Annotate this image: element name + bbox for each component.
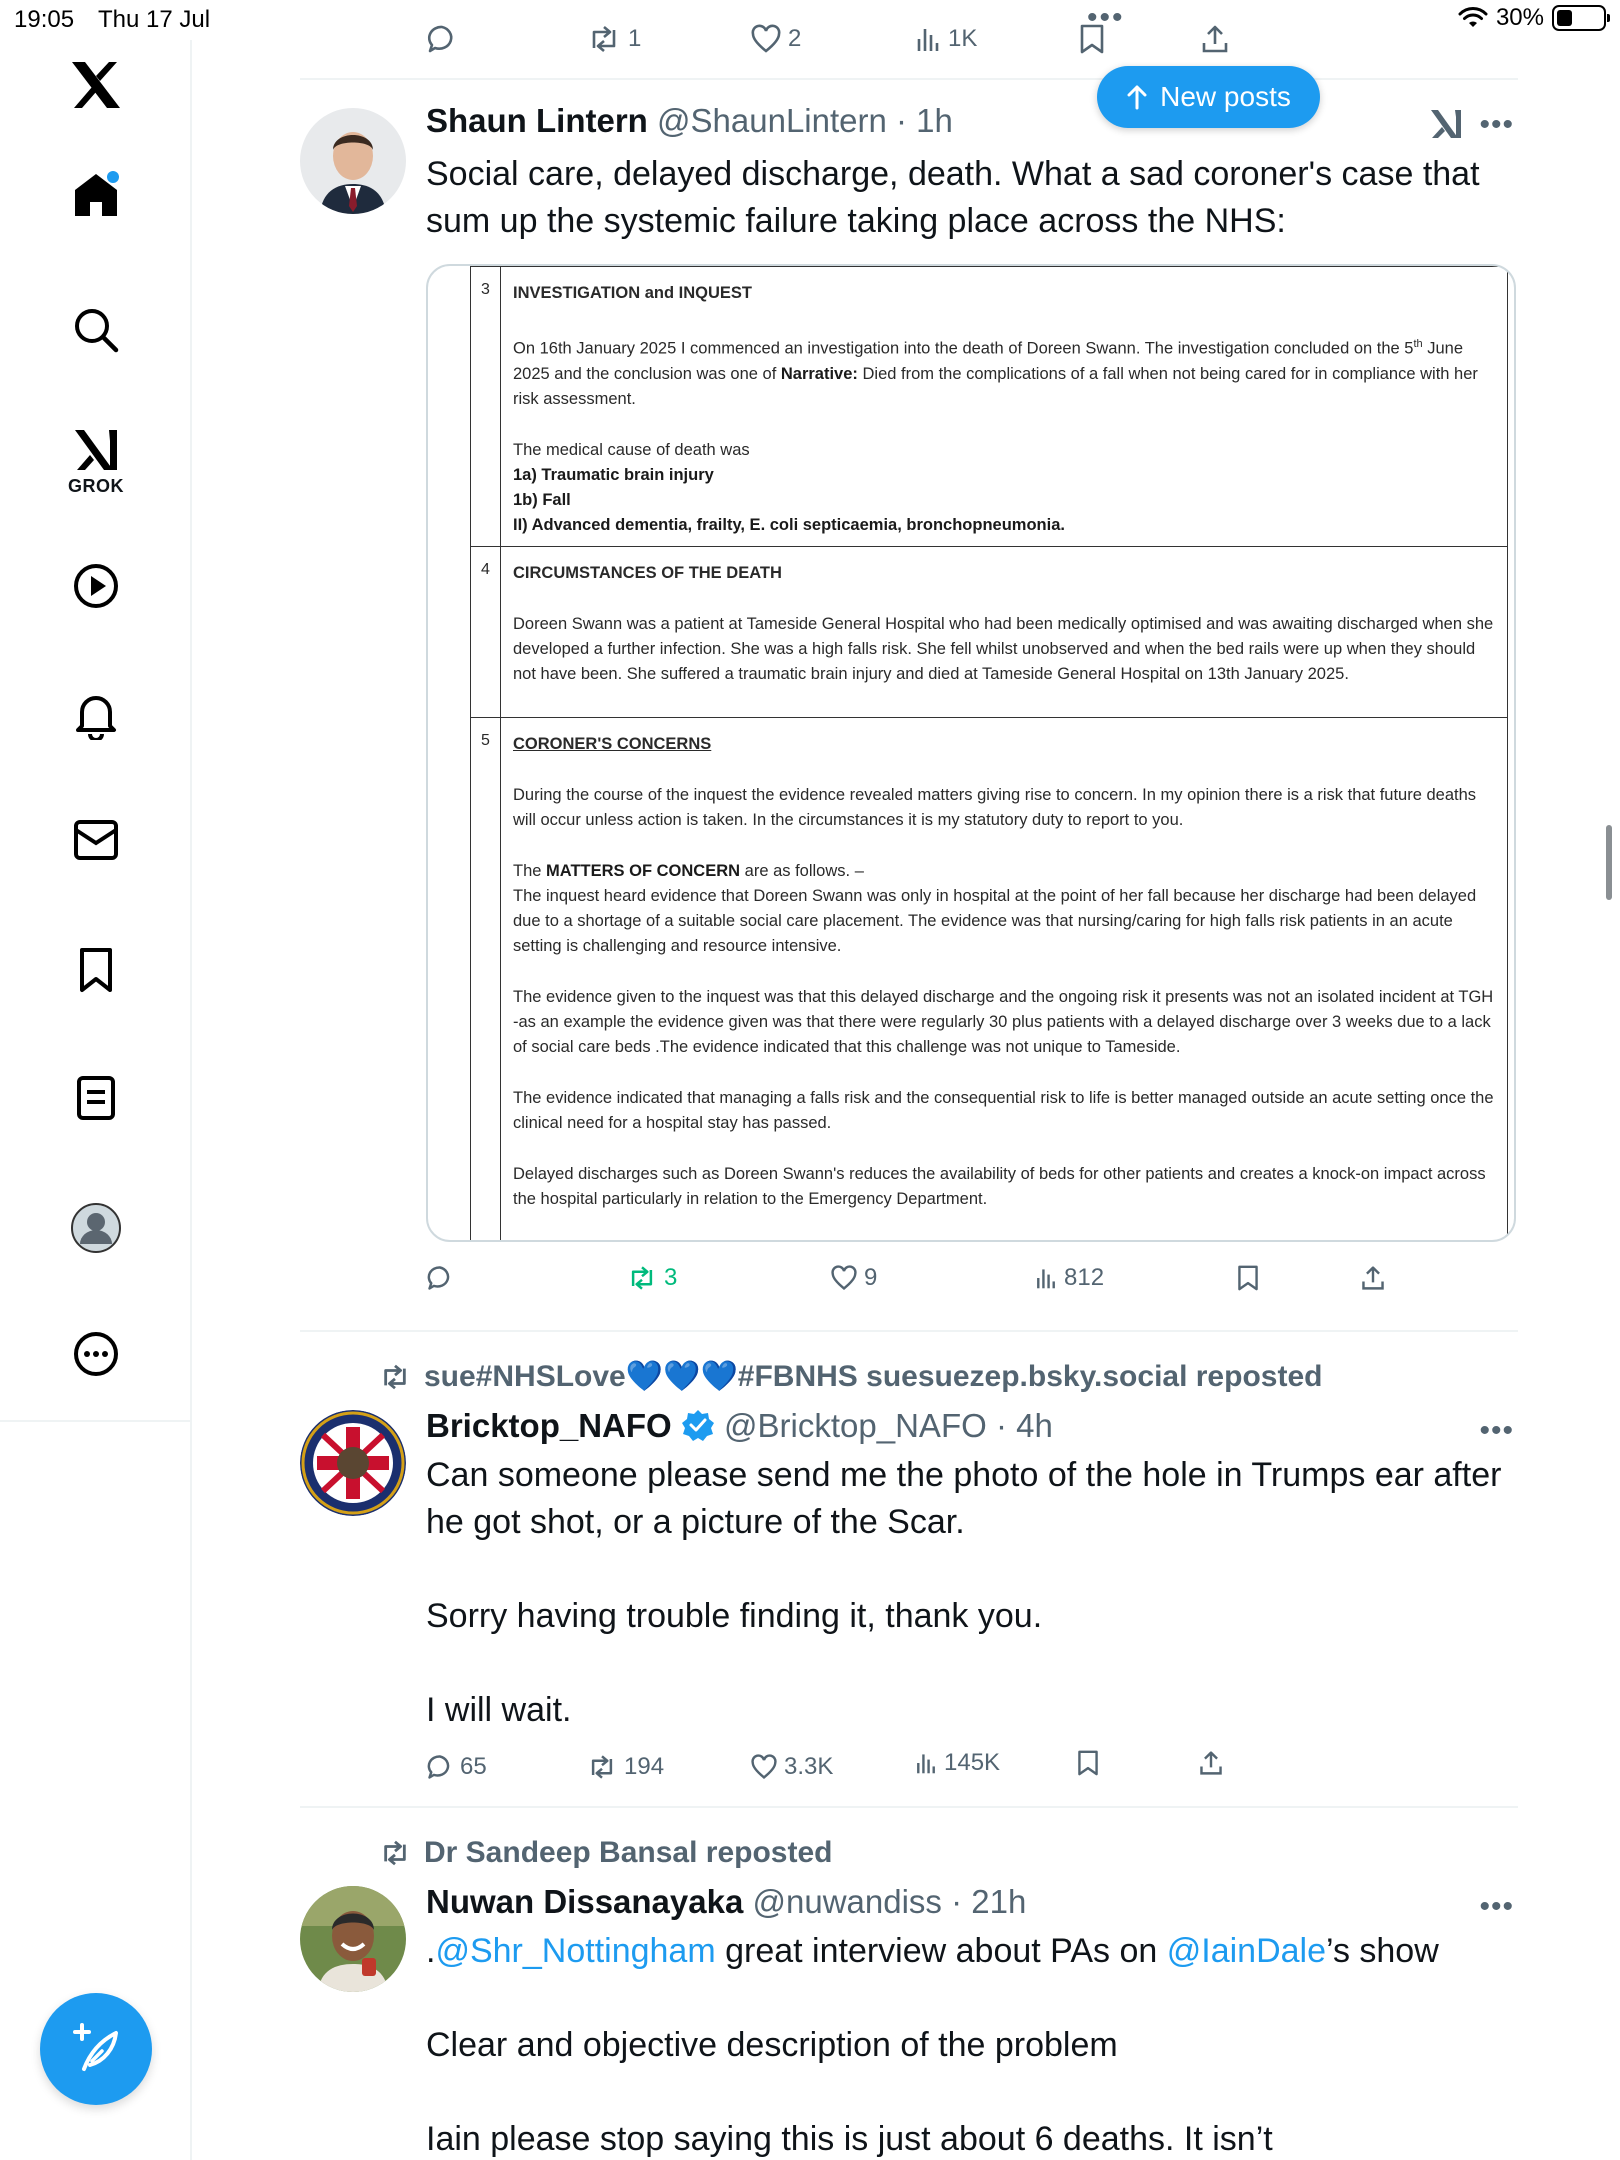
post-paragraph: Sorry having trouble finding it, thank you.: [426, 1597, 1043, 1635]
list-icon: [75, 1074, 117, 1122]
doc-cause-1b: 1b) Fall: [513, 490, 571, 509]
reply-button[interactable]: [426, 14, 458, 64]
doc-paragraph: During the course of the inquest the evidence revealed matters giving rise to concern. In my opinion there is a risk that future deaths will occur unless action is taken. In the circumstances it is my statutory duty to report to you.: [513, 786, 1477, 829]
more-options-button[interactable]: •••: [1479, 1414, 1514, 1447]
doc-section-4: 4 CIRCUMSTANCES OF THE DEATH Doreen Swann was a patient at Tameside General Hospital who had been medically optimised and was awaiting discharged when she developed a further infection. She was a high falls risk. She fell whilst unobserved and when the bed rails were up when they should not have been. She suffered a traumatic brain injury and died at Tameside General Hospital on 13th January 2025.: [470, 547, 1508, 718]
post-paragraph: [426, 1546, 1516, 1593]
author-handle[interactable]: @ShaunLintern · 1h: [657, 102, 953, 139]
post-header: [426, 1407, 1053, 1445]
battery-percent: 30%: [1495, 4, 1544, 31]
sidebar-item-lists[interactable]: [0, 1074, 192, 1122]
status-date: Thu 17 Jul: [98, 6, 211, 33]
sidebar-item-home[interactable]: [0, 170, 192, 220]
repost-count: 194: [624, 1753, 665, 1780]
post-actions: [300, 1742, 1518, 1792]
mention-link[interactable]: @Shr_Nottingham: [435, 1932, 716, 1970]
doc-section-3: 3 INVESTIGATION and INQUEST On 16th January 2025 I commenced an investigation into the death of Doreen Swann. The investigation concluded on the 5th June 2025 and the conclusion was one of Narrative: Died from the complications of a fall when not being cared for in compliance with her risk assessment. The medical cause of death was 1a) Traumatic brain injury 1b) Fall II) Advanced dementia, frailty, E. coli septicaemia, bronchopneumonia.: [470, 266, 1508, 547]
play-icon: [72, 562, 120, 610]
separator: [300, 78, 1518, 80]
share-icon: [1200, 23, 1230, 55]
arrow-up-icon: [1126, 84, 1148, 110]
post-header: [426, 1883, 1026, 1921]
new-posts-button[interactable]: [1097, 66, 1320, 128]
share-button[interactable]: [1200, 14, 1230, 64]
separator: [300, 1330, 1518, 1332]
prev-post-actions: [300, 14, 1518, 64]
repost-count: 1: [628, 25, 642, 52]
x-logo[interactable]: [0, 60, 192, 110]
avatar-image: [300, 1886, 406, 1992]
doc-cause-2: II) Advanced dementia, frailty, E. coli septicaemia, bronchopneumonia.: [513, 515, 1065, 534]
doc-paragraph: The inquest heard evidence that Doreen Swann was only in hospital at the point of her fall because her discharge had been delayed due to a shortage of a suitable social care placement. The evidence was that nursing/caring for high falls risk patients in an acute setting is challenging and resource intensive.: [513, 887, 1477, 955]
author-handle[interactable]: @nuwandiss · 21h: [752, 1883, 1027, 1920]
reply-icon: [426, 23, 458, 55]
avatar[interactable]: [300, 1410, 406, 1516]
grok-icon: [71, 426, 121, 474]
avatar-image: [300, 1410, 406, 1516]
more-options-button[interactable]: •••: [1479, 1890, 1514, 1923]
heart-icon: [750, 1754, 778, 1780]
reply-count: 65: [460, 1753, 487, 1780]
views-count: 1K: [948, 25, 978, 52]
like-button[interactable]: [750, 1742, 833, 1792]
like-button[interactable]: [830, 1253, 877, 1303]
more-icon: [72, 1330, 120, 1378]
repost-context-text: sue#NHSLove💙💙💙#FBNHS suesuezep.bsky.social reposted: [424, 1360, 1323, 1393]
views-button[interactable]: [914, 1738, 1000, 1788]
doc-paragraph: On 16th January 2025 I commenced an investigation into the death of Doreen Swann. The investigation concluded on the 5th June 2025 and the conclusion was one of Narrative: Died from the complications of a fall when not being cared for in compliance with her risk assessment.: [513, 338, 1478, 408]
doc-paragraph: The MATTERS OF CONCERN are as follows. –: [513, 862, 864, 880]
sidebar-item-grok[interactable]: [0, 426, 192, 497]
like-button[interactable]: [750, 14, 801, 64]
post-actions: [300, 1253, 1518, 1303]
doc-section-title: CORONER'S CONCERNS: [513, 735, 712, 753]
sidebar-divider: [0, 1420, 192, 1422]
repost-button[interactable]: [586, 14, 641, 64]
views-count: 812: [1064, 1264, 1105, 1291]
post-paragraph: I will wait.: [426, 1691, 572, 1729]
share-icon: [1198, 1749, 1224, 1777]
repost-icon: [378, 1363, 412, 1391]
verified-badge-icon: [681, 1408, 715, 1442]
doc-section-5: 5 CORONER'S CONCERNS During the course of the inquest the evidence revealed matters giving rise to concern. In my opinion there is a risk that future deaths will occur unless action is taken. In the circumstances it is my statutory duty to report to you. The MATTERS OF CONCERN are as follows. – The inquest heard evidence that Doreen Swann was only in hospital at the point of her fall because her discharge had been delayed due to a shortage of a suitable social care placement. The evidence was that nursing/caring for high falls risk patients in an acute setting is challenging and resource intensive. The evidence given to the inquest was that this delayed discharge and the ongoing risk it presents was not an isolated incident at TGH -as an example the evidence given was that there were regularly 30 plus patients with a delayed discharge over 3 weeks due to a lack of social care beds .The evidence indicated that this challenge was not unique to Tameside. The evidence indicated that managing a falls risk and the consequential risk to life is better managed outside an acute setting once the clinical need for a hospital stay has passed. Delayed discharges such as Doreen Swann's reduces the availability of beds for other patients and creates a knock-on impact across the hospital particularly in relation to the Emergency Department.: [470, 718, 1508, 1242]
status-time: 19:05: [14, 6, 75, 33]
post-text: Social care, delayed discharge, death. What a sad coroner's case that sum up the systemic failure taking place across the NHS:: [426, 155, 1480, 240]
new-posts-label: New posts: [1160, 81, 1291, 112]
separator: [300, 1806, 1518, 1808]
reply-icon: [426, 1264, 454, 1292]
repost-icon: [586, 1753, 618, 1781]
compose-button[interactable]: [40, 1993, 152, 2105]
avatar[interactable]: [300, 108, 406, 214]
loading-dots-icon: •••: [1087, 1, 1125, 34]
like-count: 9: [864, 1264, 878, 1291]
heart-icon: [750, 24, 782, 54]
doc-paragraph: The evidence given to the inquest was that this delayed discharge and the ongoing risk it presents was not an isolated incident at TGH -as an example the evidence given was that there were regularly 30 plus patients with a delayed discharge over 3 weeks due to a lack of social care beds .The evidence indicated that this challenge was not unique to Tameside.: [513, 988, 1494, 1056]
avatar-icon: [70, 1202, 122, 1254]
sidebar-item-notifications[interactable]: [0, 690, 192, 740]
bell-icon: [72, 690, 120, 740]
doc-cause-intro: The medical cause of death was: [513, 440, 750, 459]
bookmark-button[interactable]: [1236, 1253, 1260, 1303]
doc-cause-1a: 1a) Traumatic brain injury: [513, 465, 714, 484]
like-count: 3.3K: [784, 1753, 834, 1780]
author-handle[interactable]: @Bricktop_NAFO · 4h: [724, 1407, 1053, 1444]
views-icon: [914, 1751, 938, 1775]
post-paragraph: Iain please stop saying this is just about 6 deaths. It isn’t: [426, 2120, 1273, 2158]
author-name[interactable]: Bricktop_NAFO: [426, 1407, 672, 1444]
doc-paragraph: Doreen Swann was a patient at Tameside General Hospital who had been medically optimised and was awaiting discharged when she developed a further infection. She was a high falls risk. She fell whilst unobserved and when the bed rails were up when they should not have been. She suffered a traumatic brain injury and died at Tameside General Hospital on 13th January 2025.: [513, 615, 1494, 683]
coroner-report: [470, 266, 1508, 1242]
bookmark-icon: [1076, 1749, 1100, 1777]
bookmark-button[interactable]: [1076, 1738, 1100, 1788]
post-text: [426, 1928, 1516, 2160]
home-icon: [71, 170, 121, 220]
heart-icon: [830, 1265, 858, 1291]
views-button[interactable]: [1034, 1253, 1104, 1303]
scrollbar[interactable]: [1606, 825, 1612, 900]
repost-icon: [378, 1839, 412, 1867]
share-icon: [1360, 1264, 1386, 1292]
views-icon: [914, 25, 942, 53]
grok-icon[interactable]: [1428, 106, 1464, 142]
post-paragraph: .@Shr_Nottingham great interview about PAs on @IainDale’s show: [426, 1932, 1439, 1970]
doc-section-title: CIRCUMSTANCES OF THE DEATH: [513, 564, 782, 582]
x-logo-icon: [69, 60, 123, 110]
sidebar-item-video[interactable]: [0, 562, 192, 610]
doc-section-title: INVESTIGATION and INQUEST: [513, 284, 752, 302]
repost-context-text: Dr Sandeep Bansal reposted: [424, 1836, 833, 1869]
search-icon: [72, 306, 120, 354]
sidebar-item-explore[interactable]: [0, 306, 192, 354]
repost-icon: [586, 24, 622, 54]
repost-button[interactable]: [586, 1742, 664, 1792]
mail-icon: [72, 818, 120, 862]
reply-button[interactable]: [426, 1253, 454, 1303]
like-count: 2: [788, 25, 802, 52]
share-button[interactable]: [1198, 1738, 1224, 1788]
bookmark-icon: [76, 946, 116, 994]
more-options-button[interactable]: •••: [1479, 108, 1514, 141]
reply-icon: [426, 1753, 454, 1781]
doc-paragraph: The evidence indicated that managing a falls risk and the consequential risk to life is better managed outside an acute setting once the clinical need for a hospital stay has passed.: [513, 1089, 1494, 1132]
post-paragraph: Clear and objective description of the problem: [426, 2026, 1118, 2064]
mention-link[interactable]: @IainDale: [1166, 1932, 1326, 1970]
author-name[interactable]: Shaun Lintern: [426, 102, 648, 139]
document-image[interactable]: [426, 264, 1516, 1242]
repost-count: 3: [664, 1264, 678, 1291]
repost-context[interactable]: [378, 1359, 1322, 1394]
views-button[interactable]: [914, 14, 977, 64]
avatar-image: [300, 108, 406, 214]
post-paragraph: [426, 1640, 1516, 1687]
battery-icon: [1552, 5, 1606, 31]
sidebar-item-bookmarks[interactable]: [0, 946, 192, 994]
post-text: [426, 1452, 1516, 1734]
views-icon: [1034, 1266, 1058, 1290]
sidebar-item-more[interactable]: [0, 1330, 192, 1378]
grok-label: GROK: [68, 476, 124, 496]
post-header: [426, 102, 953, 140]
reply-button[interactable]: [426, 1742, 487, 1792]
post-paragraph: Can someone please send me the photo of the hole in Trumps ear after he got shot, or a picture of the Scar.: [426, 1456, 1502, 1541]
views-count: 145K: [944, 1749, 1001, 1776]
feather-plus-icon: [68, 2021, 124, 2077]
repost-icon: [626, 1264, 658, 1292]
doc-paragraph: Delayed discharges such as Doreen Swann's reduces the availability of beds for other patients and creates a knock-on impact across the hospital particularly in relation to the Emergency Department.: [513, 1165, 1486, 1208]
repost-context[interactable]: [378, 1836, 832, 1870]
avatar[interactable]: [300, 1886, 406, 1992]
sidebar-item-profile[interactable]: [0, 1202, 192, 1254]
bookmark-icon: [1236, 1264, 1260, 1292]
repost-button[interactable]: [626, 1253, 677, 1303]
author-name[interactable]: Nuwan Dissanayaka: [426, 1883, 744, 1920]
sidebar: [0, 40, 192, 2160]
sidebar-item-messages[interactable]: [0, 818, 192, 862]
share-button[interactable]: [1360, 1253, 1386, 1303]
